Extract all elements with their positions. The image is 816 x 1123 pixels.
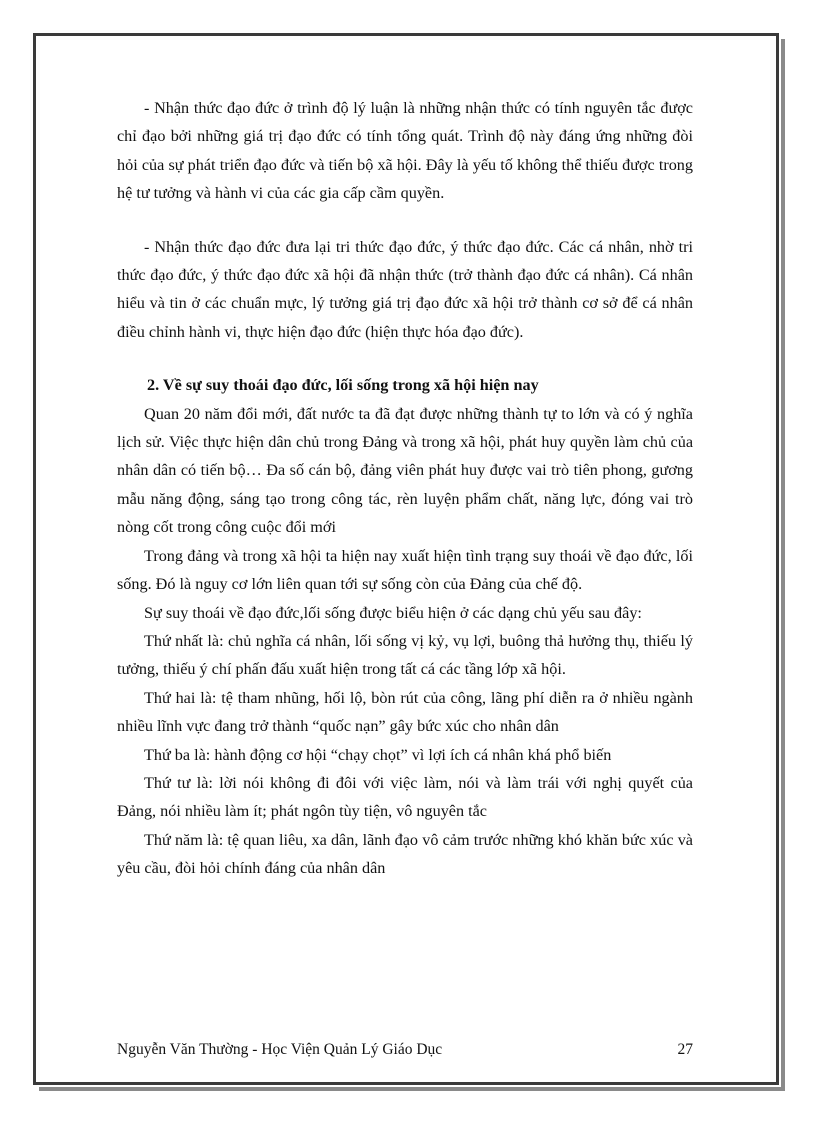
section-spacer — [117, 346, 693, 371]
paragraph-manifestations-intro: Sự suy thoái về đạo đức,lối sống được biểu hiện ở các dạng chủ yếu sau đây: — [144, 603, 642, 622]
paragraph-achievements: Quan 20 năm đổi mới, đất nước ta đã đạt được những thành tự to lớn và có ý nghĩa lịch sử. Việc thực hiện dân chủ trong Đảng và trong xã hội, phát huy quyền làm chủ của nhân dân có tiến bộ… Đa số cán bộ, đảng viên phát huy được vai trò tiên phong, gương mẫu năng động, sáng tạo trong công tác, rèn luyện phẩm chất, năng lực, đóng vai trò nòng cốt trong công cuộc đổi mới — [117, 404, 693, 537]
paragraph-moral-knowledge: - Nhận thức đạo đức đưa lại tri thức đạo đức, ý thức đạo đức. Các cá nhân, nhờ tri thức đạo đức, ý thức đạo đức xã hội đã nhận thức (trở thành đạo đức cá nhân). Cá nhân hiểu và tin ở các chuẩn mực, lý tưởng giá trị đạo đức xã hội trở thành cơ sở để cá nhân điều chỉnh hành vi, thực hiện đạo đức (hiện thực hóa đạo đức). — [117, 237, 693, 341]
paragraph-spacer — [117, 208, 693, 233]
paragraph-second: Thứ hai là: tệ tham nhũng, hối lộ, bòn rút của công, lãng phí diễn ra ở nhiều ngành nhiều lĩnh vực đang trở thành “quốc nạn” gây bức xúc cho nhân dân — [117, 688, 693, 736]
footer-author: Nguyễn Văn Thường - Học Viện Quản Lý Giáo Dục — [117, 1041, 443, 1058]
paragraph-theoretical-awareness: - Nhận thức đạo đức ở trình độ lý luận là những nhận thức có tính nguyên tắc được chỉ đạo bởi những giá trị đạo đức có tính tổng quát. Trình độ này đáng ứng những đòi hỏi của sự phát triển đạo đức và tiến bộ xã hội. Đây là yếu tố không thể thiếu được trong hệ tư tưởng và hành vi của các gia cấp cầm quyền. — [117, 99, 693, 203]
paragraph-fourth: Thứ tư là: lời nói không đi đôi với việc làm, nói và làm trái với nghị quyết của Đảng, nói nhiều làm ít; phát ngôn tùy tiện, vô nguyên tắc — [117, 773, 693, 821]
paragraph-first: Thứ nhất là: chủ nghĩa cá nhân, lối sống vị kỷ, vụ lợi, buông thả hưởng thụ, thiếu lý tưởng, thiếu ý chí phấn đấu xuất hiện trong tất cá các tầng lớp xã hội. — [117, 631, 693, 679]
page-number: 27 — [677, 1041, 693, 1058]
paragraph-third: Thứ ba là: hành động cơ hội “chạy chọt” vì lợi ích cá nhân khá phổ biến — [144, 745, 612, 764]
paragraph-fifth: Thứ năm là: tệ quan liêu, xa dân, lãnh đạo vô cảm trước những khó khăn bức xúc và yêu cầu, đòi hỏi chính đáng của nhân dân — [117, 830, 693, 878]
paragraph-degradation: Trong đảng và trong xã hội ta hiện nay xuất hiện tình trạng suy thoái về đạo đức, lối sống. Đó là nguy cơ lớn liên quan tới sự sống còn của Đảng của chế độ. — [117, 546, 693, 594]
document-body — [117, 94, 693, 883]
section-heading: 2. Về sự suy thoái đạo đức, lối sống trong xã hội hiện nay — [147, 376, 539, 395]
